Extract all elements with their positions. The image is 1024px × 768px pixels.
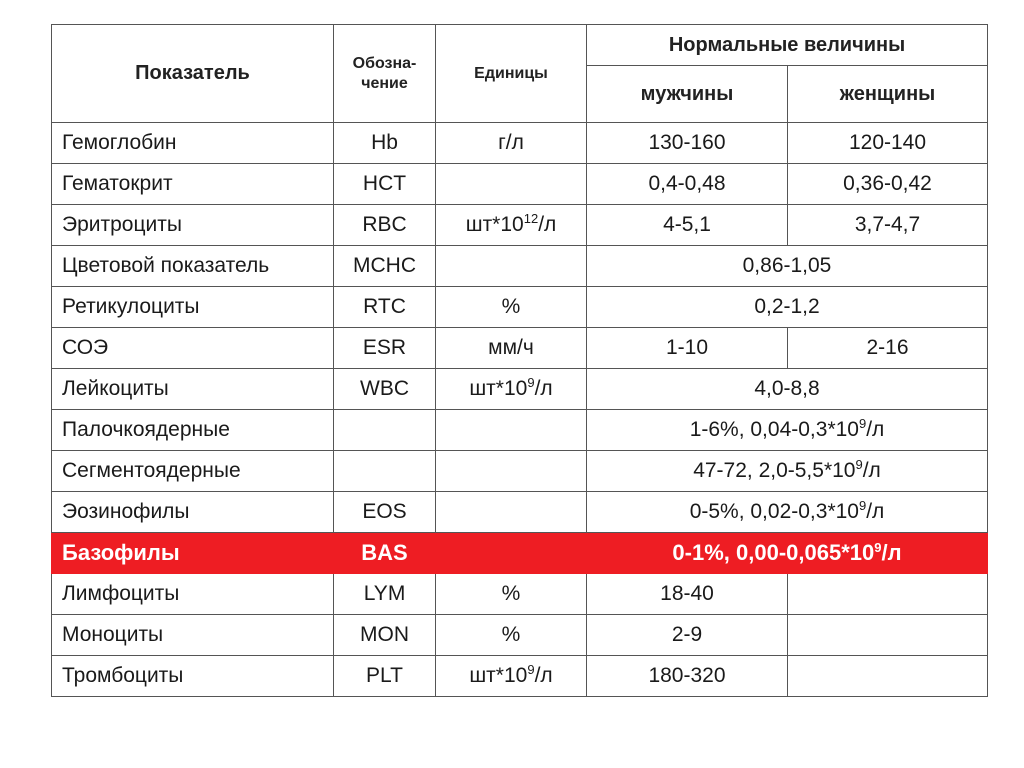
cell-indicator: Сегментоядерные bbox=[52, 451, 334, 492]
header-normal-values: Нормальные величины bbox=[587, 25, 988, 66]
cell-indicator: Лимфоциты bbox=[52, 574, 334, 615]
cell-indicator: Цветовой показатель bbox=[52, 246, 334, 287]
table-row bbox=[52, 205, 988, 246]
cell-indicator: Ретикулоциты bbox=[52, 287, 334, 328]
cell-unit bbox=[436, 410, 587, 451]
cell-normal-both-tail: /л bbox=[881, 540, 902, 565]
table-row bbox=[52, 574, 988, 615]
cell-code: MCHC bbox=[334, 246, 436, 287]
cell-indicator: СОЭ bbox=[52, 328, 334, 369]
cell-normal-men: 4-5,1 bbox=[587, 205, 788, 246]
table-row bbox=[52, 656, 988, 697]
cell-code: Hb bbox=[334, 123, 436, 164]
cell-normal-women: 2-16 bbox=[788, 328, 988, 369]
cell-normal-women bbox=[788, 574, 988, 615]
table-row bbox=[52, 246, 988, 287]
cell-normal-both-tail: /л bbox=[862, 459, 881, 482]
cell-indicator: Гематокрит bbox=[52, 164, 334, 205]
cell-indicator: Базофилы bbox=[52, 533, 334, 574]
cell-normal-women bbox=[788, 615, 988, 656]
cell-normal-both-base: 1-6%, 0,04-0,3*10 bbox=[689, 418, 859, 441]
cell-normal-both-base: 0-1%, 0,00-0,065*10 bbox=[672, 540, 875, 565]
cell-unit bbox=[436, 205, 587, 246]
cell-normal-both-tail: /л bbox=[866, 418, 885, 441]
cell-normal-women: 3,7-4,7 bbox=[788, 205, 988, 246]
table-row bbox=[52, 328, 988, 369]
header-men: мужчины bbox=[587, 66, 788, 123]
cell-normal-both-base: 47-72, 2,0-5,5*10 bbox=[693, 459, 856, 482]
cell-normal-both: 0,86-1,05 bbox=[587, 246, 988, 287]
cell-unit bbox=[436, 533, 587, 574]
cell-normal-both: 0,2-1,2 bbox=[587, 287, 988, 328]
cell-indicator: Палочкоядерные bbox=[52, 410, 334, 451]
cell-normal-both-tail: /л bbox=[866, 500, 885, 523]
table-row bbox=[52, 410, 988, 451]
cell-code: RBC bbox=[334, 205, 436, 246]
table-row bbox=[52, 451, 988, 492]
cell-unit bbox=[436, 246, 587, 287]
table-row bbox=[52, 369, 988, 410]
cell-unit: % bbox=[436, 615, 587, 656]
cell-normal-both-exponent: 9 bbox=[858, 498, 867, 513]
cell-unit: % bbox=[436, 574, 587, 615]
cell-normal-men: 130-160 bbox=[587, 123, 788, 164]
cell-unit bbox=[436, 656, 587, 697]
table-row bbox=[52, 533, 988, 574]
cell-code: ESR bbox=[334, 328, 436, 369]
cell-unit-tail: /л bbox=[538, 213, 557, 236]
cell-normal-women: 120-140 bbox=[788, 123, 988, 164]
cell-unit-base: шт*10 bbox=[465, 213, 524, 236]
cell-indicator: Гемоглобин bbox=[52, 123, 334, 164]
cell-normal-both bbox=[587, 410, 988, 451]
cell-unit: % bbox=[436, 287, 587, 328]
table-row bbox=[52, 123, 988, 164]
cell-normal-men: 180-320 bbox=[587, 656, 788, 697]
cell-unit-exponent: 9 bbox=[527, 375, 535, 390]
table-row bbox=[52, 287, 988, 328]
cell-normal-both-exponent: 9 bbox=[855, 457, 863, 472]
header-designation bbox=[334, 25, 436, 123]
cell-unit bbox=[436, 369, 587, 410]
cell-code: LYM bbox=[334, 574, 436, 615]
cell-unit bbox=[436, 451, 587, 492]
cell-code: BAS bbox=[334, 533, 436, 574]
header-units: Единицы bbox=[436, 25, 587, 123]
cell-normal-women: 0,36-0,42 bbox=[788, 164, 988, 205]
cell-code: MON bbox=[334, 615, 436, 656]
cell-unit bbox=[436, 164, 587, 205]
cell-unit-base: шт*10 bbox=[469, 377, 528, 400]
cell-normal-both-exponent: 9 bbox=[858, 416, 867, 431]
cell-unit bbox=[436, 492, 587, 533]
cell-unit-tail: /л bbox=[534, 664, 553, 687]
cell-code: WBC bbox=[334, 369, 436, 410]
header-designation-line1: Обозна- bbox=[352, 54, 417, 72]
cell-code: PLT bbox=[334, 656, 436, 697]
header-designation-line2: чение bbox=[361, 74, 408, 92]
cell-unit: мм/ч bbox=[436, 328, 587, 369]
header-women: женщины bbox=[788, 66, 988, 123]
cell-normal-both bbox=[587, 451, 988, 492]
cell-normal-men: 0,4-0,48 bbox=[587, 164, 788, 205]
blood-values-table bbox=[51, 24, 988, 697]
cell-unit-exponent: 12 bbox=[523, 211, 539, 226]
cell-unit-tail: /л bbox=[534, 377, 553, 400]
cell-indicator: Тромбоциты bbox=[52, 656, 334, 697]
cell-normal-both-base: 0-5%, 0,02-0,3*10 bbox=[689, 500, 859, 523]
cell-normal-both bbox=[587, 533, 988, 574]
header-indicator: Показатель bbox=[52, 25, 334, 123]
cell-unit-base: шт*10 bbox=[469, 664, 528, 687]
cell-code bbox=[334, 451, 436, 492]
cell-normal-men: 2-9 bbox=[587, 615, 788, 656]
table-row bbox=[52, 492, 988, 533]
cell-normal-men: 18-40 bbox=[587, 574, 788, 615]
cell-code bbox=[334, 410, 436, 451]
cell-indicator: Лейкоциты bbox=[52, 369, 334, 410]
cell-indicator: Моноциты bbox=[52, 615, 334, 656]
table-row bbox=[52, 615, 988, 656]
cell-code: HCT bbox=[334, 164, 436, 205]
cell-normal-women bbox=[788, 656, 988, 697]
cell-normal-men: 1-10 bbox=[587, 328, 788, 369]
cell-unit-exponent: 9 bbox=[527, 662, 535, 677]
cell-normal-both: 4,0-8,8 bbox=[587, 369, 988, 410]
cell-code: RTC bbox=[334, 287, 436, 328]
table-row bbox=[52, 164, 988, 205]
cell-indicator: Эритроциты bbox=[52, 205, 334, 246]
cell-normal-both-exponent: 9 bbox=[874, 540, 882, 555]
cell-indicator: Эозинофилы bbox=[52, 492, 334, 533]
cell-code: EOS bbox=[334, 492, 436, 533]
cell-unit: г/л bbox=[436, 123, 587, 164]
cell-normal-both bbox=[587, 492, 988, 533]
